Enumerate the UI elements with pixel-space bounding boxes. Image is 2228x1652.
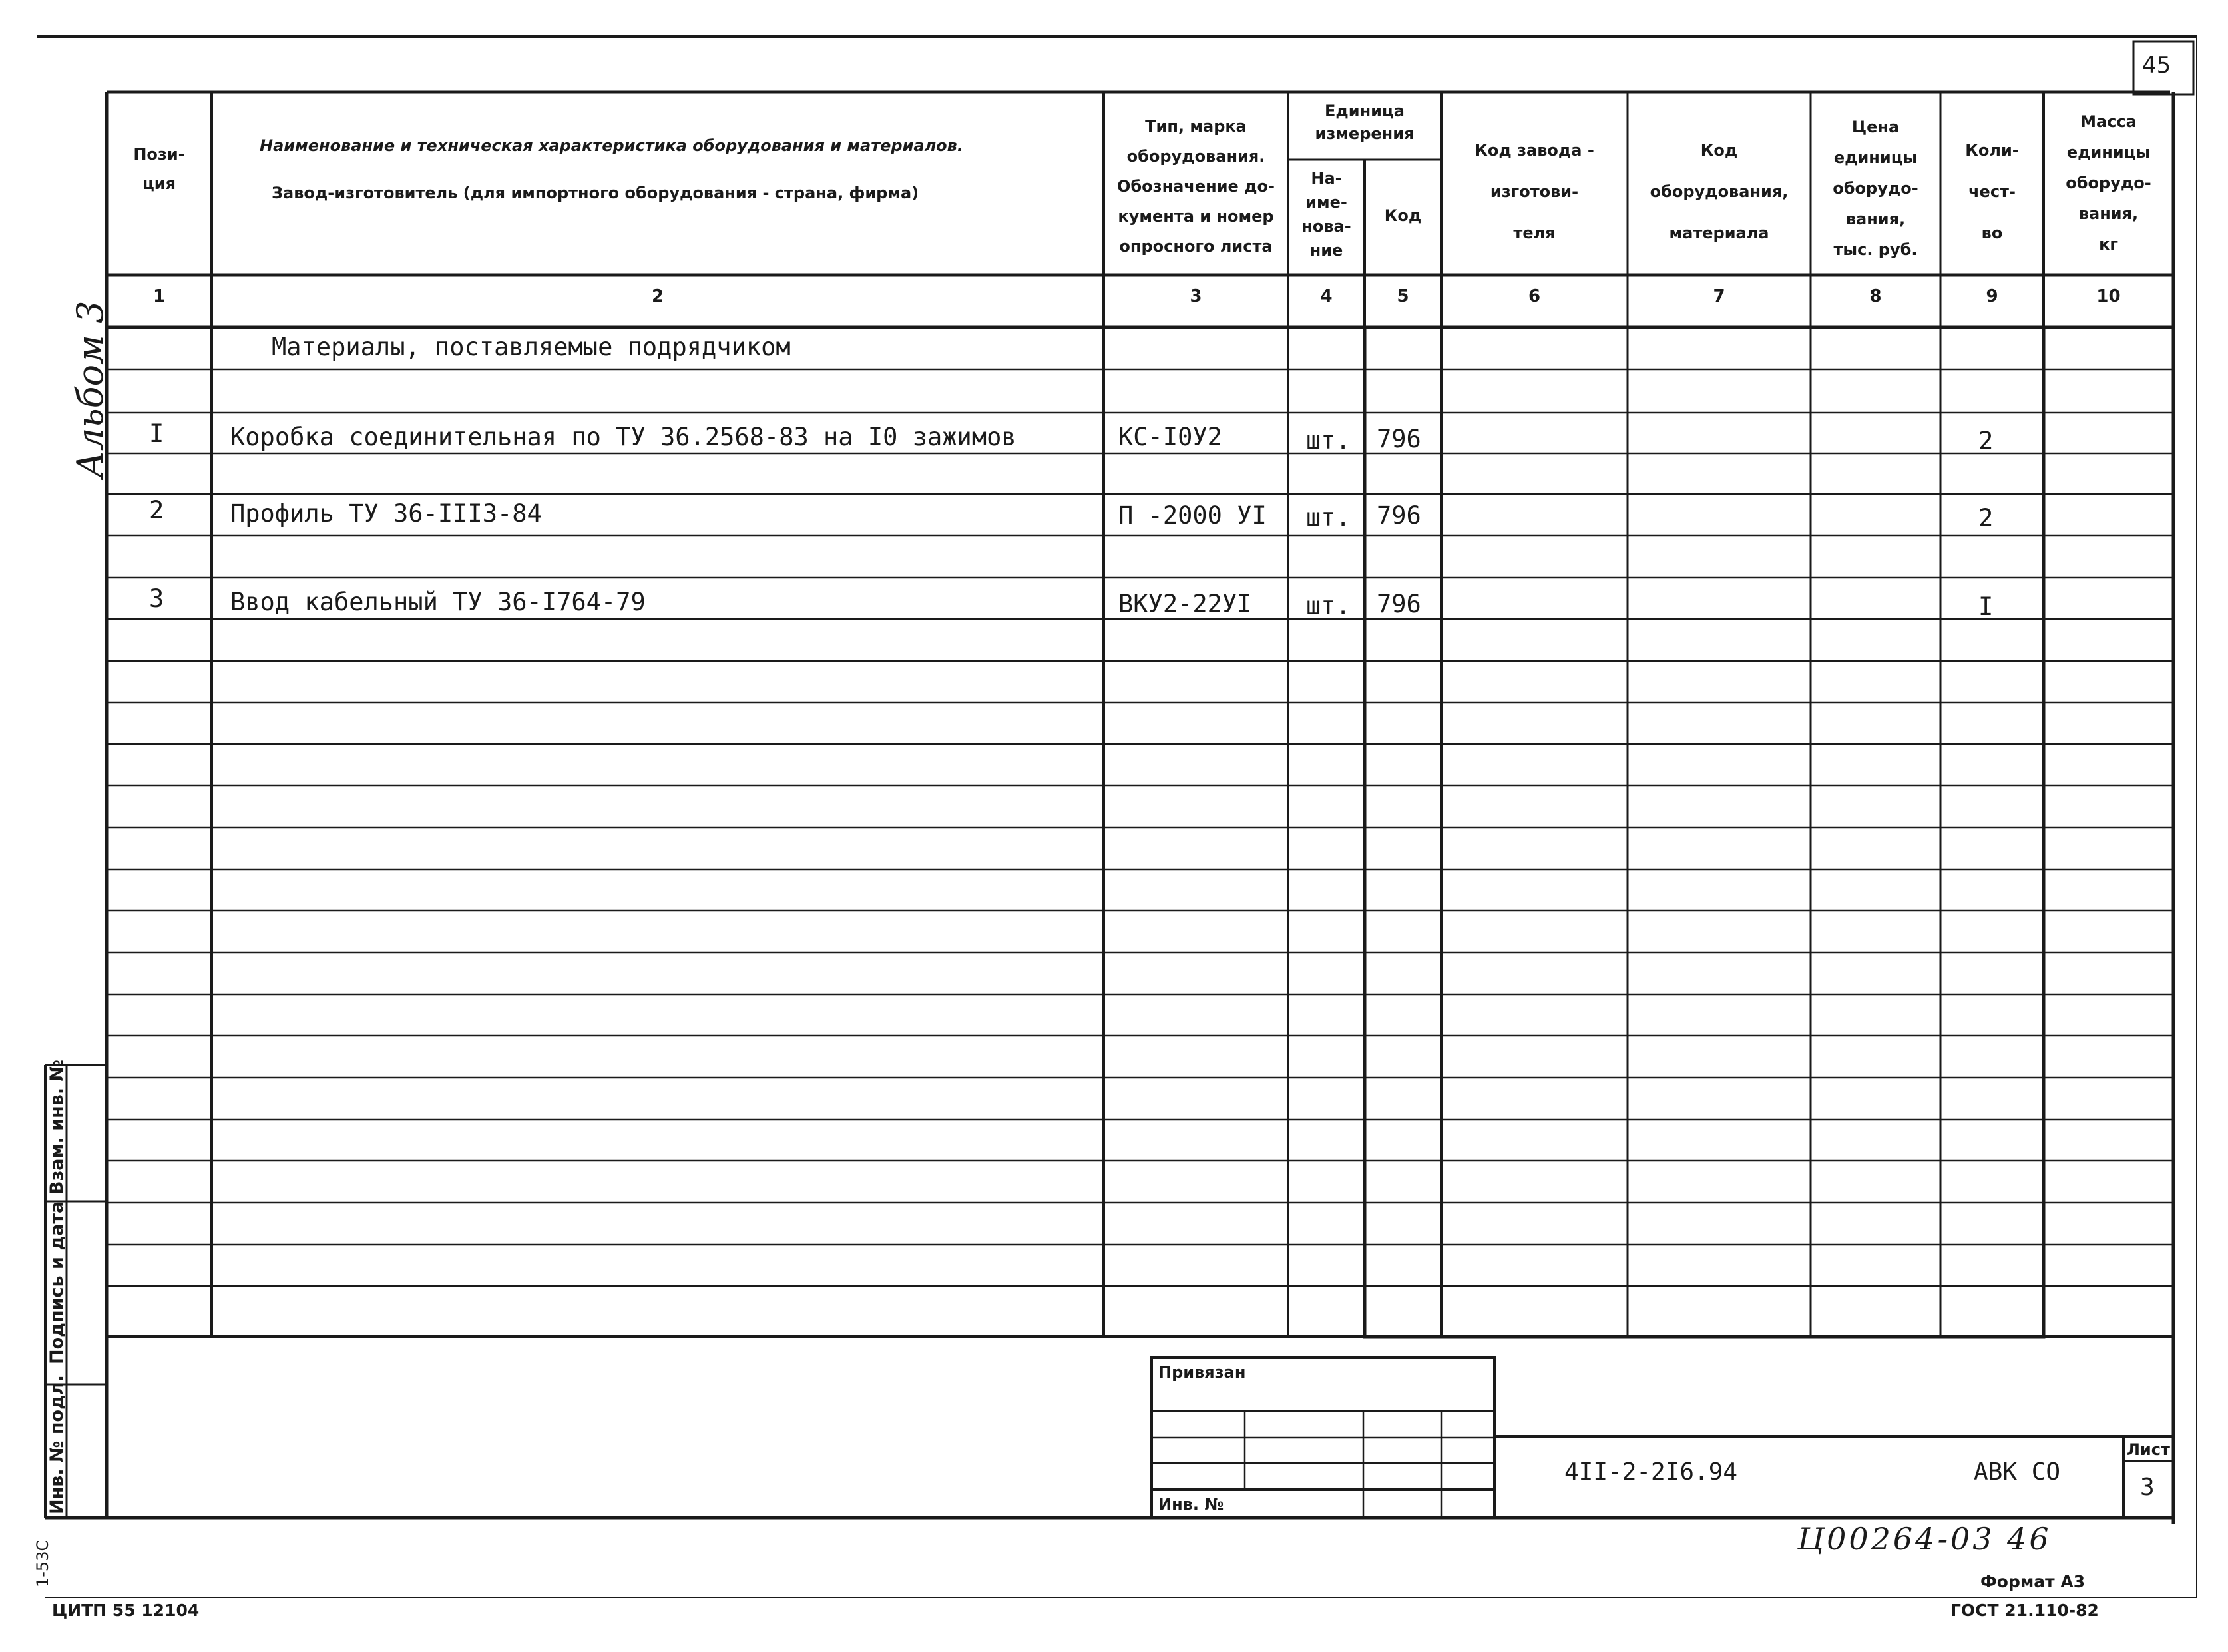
column-number-4: 4: [1320, 286, 1333, 306]
stamp-inv-original: Инв. № подл.: [47, 1375, 67, 1514]
stamp-inv-no: Инв. №: [1158, 1495, 1224, 1514]
header-unit-group: Единица измерения: [1315, 102, 1415, 143]
header-price: Цена единицы оборудо- вания, тыс. руб.: [1833, 118, 1918, 259]
column-number-5: 5: [1397, 286, 1409, 306]
row-1-type: КС-I0У2: [1118, 423, 1222, 451]
row-2-quantity: 2: [1978, 504, 1994, 532]
sheet-label: Лист: [2127, 1440, 2170, 1459]
header-name-line1: Наименование и техническая характеристика оборудования и материалов.: [260, 136, 963, 155]
row-2-position: 2: [149, 496, 164, 524]
row-1-position: I: [149, 419, 164, 448]
row-2-type: П -2000 УI: [1118, 501, 1267, 530]
row-2-unit-code: 796: [1377, 501, 1421, 530]
object-code: АВК СО: [1974, 1458, 2061, 1486]
column-number-2: 2: [651, 286, 664, 306]
row-3-position: 3: [149, 584, 164, 613]
row-1-quantity: 2: [1978, 427, 1994, 455]
album-annotation: Альбом 3: [69, 300, 111, 478]
stamp-vzam-inv: Взам. инв. №: [47, 1059, 67, 1195]
row-3-unit: шт.: [1306, 592, 1351, 620]
row-3-quantity: I: [1978, 592, 1994, 621]
row-1-unit-code: 796: [1377, 425, 1421, 453]
section-title: Материалы, поставляемые подрядчиком: [272, 333, 791, 361]
column-number-7: 7: [1713, 286, 1725, 306]
column-number-10: 10: [2096, 286, 2121, 306]
header-plant-code: Код завода - изготови- теля: [1474, 141, 1594, 242]
handwritten-number: Ц00264-03 46: [1797, 1521, 2052, 1557]
header-unit-code: Код: [1384, 206, 1422, 225]
row-2-name: Профиль ТУ 36-III3-84: [230, 499, 542, 528]
row-1-name: Коробка соединительная по ТУ 36.2568-83 на I0 зажимов: [230, 423, 1016, 451]
footer-format: Формат А3: [1980, 1572, 2086, 1591]
header-quantity: Коли- чест- во: [1965, 141, 2019, 242]
row-3-unit-code: 796: [1377, 590, 1421, 618]
header-position: Пози- ция: [133, 145, 185, 193]
footer-citp: ЦИТП 55 12104: [52, 1601, 200, 1620]
footer-gost: ГОСТ 21.110-82: [1950, 1601, 2099, 1620]
stamp-signature-date: Подпись и дата: [47, 1201, 67, 1364]
header-name-line2: Завод-изготовитель (для импортного оборудования - страна, фирма): [272, 184, 919, 202]
sheet-number: 3: [2140, 1474, 2155, 1501]
column-number-1: 1: [152, 286, 166, 306]
stamp-privyazan: Привязан: [1158, 1363, 1246, 1382]
row-2-unit: шт.: [1306, 503, 1351, 532]
document-designation: 4II-2-2I6.94: [1564, 1458, 1738, 1486]
page-number: 45: [2142, 52, 2171, 79]
column-number-3: 3: [1190, 286, 1202, 306]
header-mass: Масса единицы оборудо- вания, кг: [2066, 112, 2151, 254]
column-number-8: 8: [1869, 286, 1882, 306]
column-number-9: 9: [1986, 286, 1998, 306]
header-type: Тип, марка оборудования. Обозначение до- кумента и номер опросного листа: [1117, 117, 1275, 256]
header-unit-name: На- име- нова- ние: [1301, 169, 1351, 260]
row-3-name: Ввод кабельный ТУ 36-I764-79: [230, 588, 646, 616]
column-number-6: 6: [1528, 286, 1541, 306]
row-3-type: ВКУ2-22УI: [1118, 590, 1252, 618]
row-1-unit: шт.: [1306, 426, 1351, 455]
header-equipment-code: Код оборудования, материала: [1650, 141, 1789, 242]
left-margin-code: 1-53С: [33, 1540, 52, 1587]
